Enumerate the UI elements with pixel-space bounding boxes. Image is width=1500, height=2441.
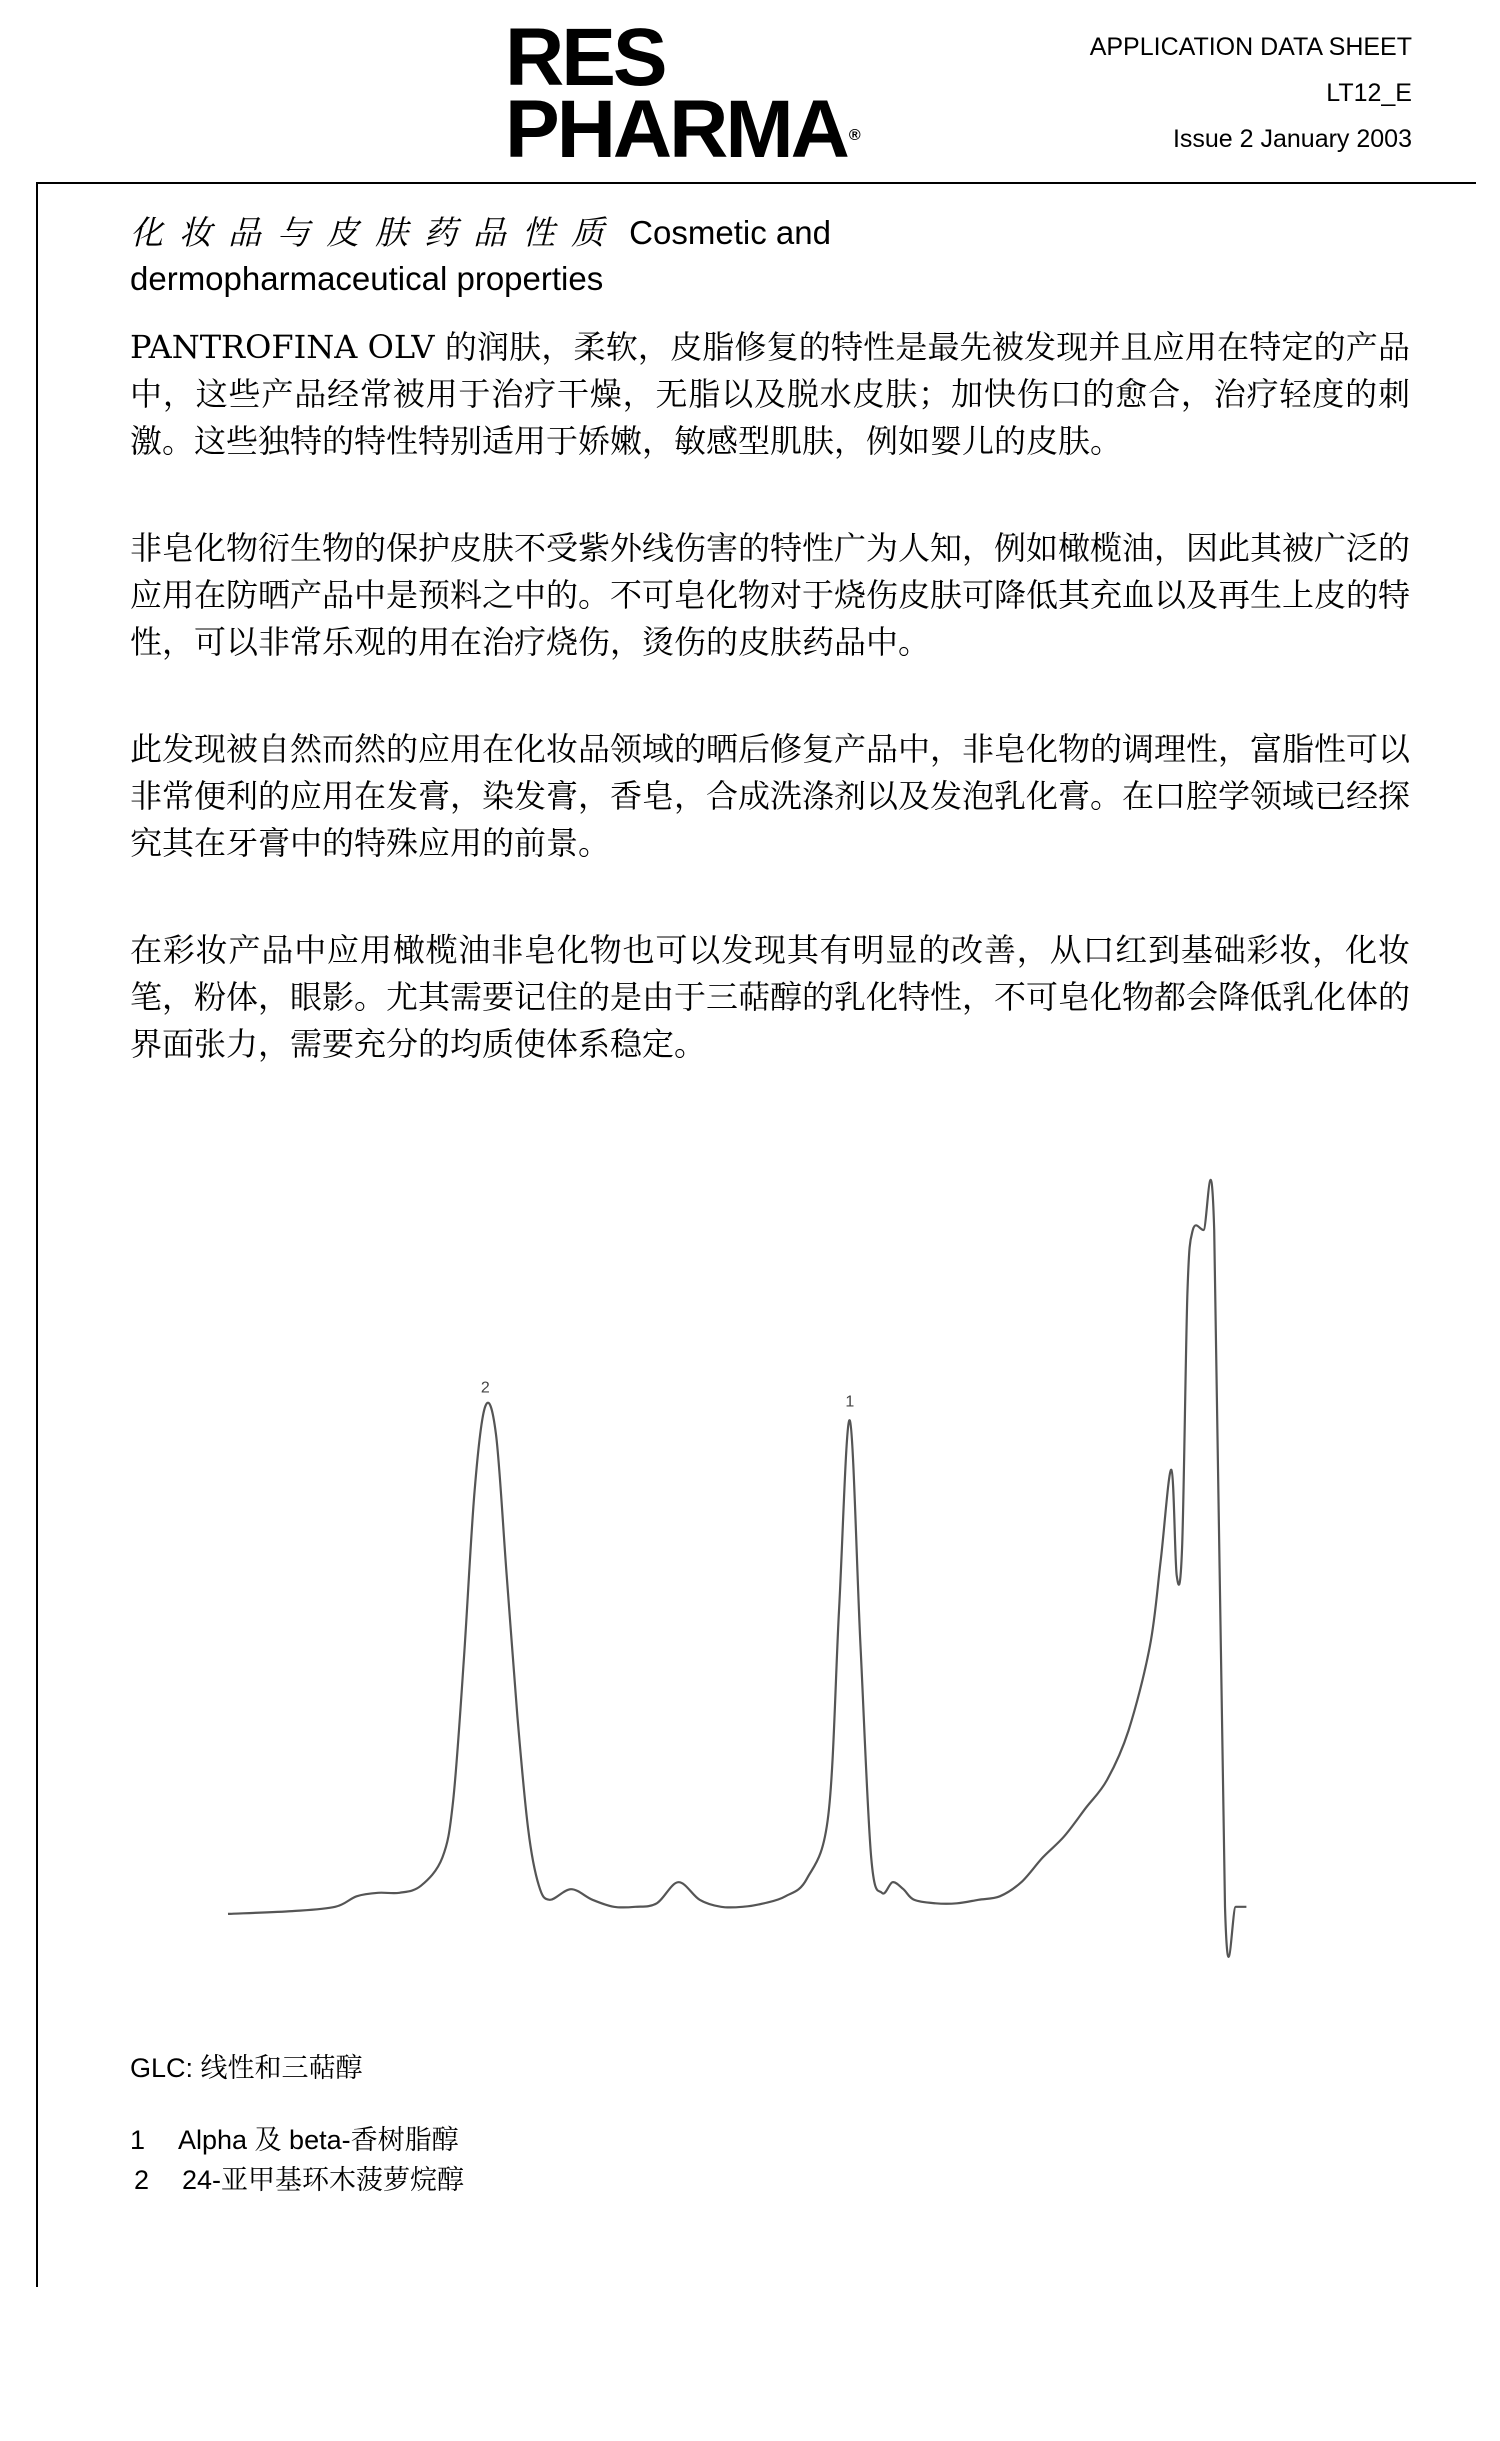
- logo-word-pharma: PHARMA: [505, 84, 847, 175]
- legend-number: 2: [134, 2165, 150, 2195]
- chromatogram-trace: [228, 1180, 1246, 1957]
- heading-english: Cosmetic and dermopharmaceutical properties: [130, 214, 831, 297]
- issue-date: Issue 2 January 2003: [1172, 125, 1412, 153]
- peak-legend: [130, 2120, 464, 2200]
- registered-mark: ®: [848, 127, 861, 144]
- legend-item-1: [130, 2120, 464, 2160]
- logo-line-res: RES: [505, 12, 665, 103]
- doc-code: LT12_E: [1326, 79, 1412, 107]
- chart-caption: GLC: 线性和三萜醇: [130, 2053, 363, 2083]
- paragraph-2: 非皂化物衍生物的保护皮肤不受紫外线伤害的特性广为人知，例如橄榄油，因此其被广泛的应用在防晒产品中是预料之中的。不可皂化物对于烧伤皮肤可降低其充血以及再生上皮的特性，可以非常乐观的用在治疗烧伤，烫伤的皮肤药品中。: [130, 529, 1411, 661]
- legend-text: Alpha 及 beta-香树脂醇: [178, 2125, 459, 2155]
- paragraph-4: 在彩妆产品中应用橄榄油非皂化物也可以发现其有明显的改善，从口红到基础彩妆，化妆笔，粉体，眼影。尤其需要记住的是由于三萜醇的乳化特性，不可皂化物都会降低乳化体的界面张力，需要充分的均质使体系稳定。: [130, 931, 1411, 1063]
- legend-item-2: [130, 2160, 464, 2200]
- paragraph-3: 此发现被自然而然的应用在化妆品领域的晒后修复产品中，非皂化物的调理性，富脂性可以非常便利的应用在发膏，染发膏，香皂，合成洗涤剂以及发泡乳化膏。在口腔学领域已经探究其在牙膏中的特殊应用的前景。: [130, 730, 1411, 862]
- paragraph-1: PANTROFINA OLV 的润肤，柔软，皮脂修复的特性是最先被发现并且应用在特定的产品中，这些产品经常被用于治疗干燥，无脂以及脱水皮肤；加快伤口的愈合，治疗轻度的刺激。这些独特的特性特别适用于娇嫩，敏感型肌肤，例如婴儿的皮肤。: [130, 328, 1410, 460]
- peak-label: 2: [480, 1379, 490, 1397]
- heading-chinese: 化妆品与皮肤药品性质: [130, 213, 620, 252]
- legend-number: 1: [130, 2125, 146, 2155]
- peak-label: 1: [845, 1393, 855, 1411]
- sheet-type: APPLICATION DATA SHEET: [1089, 33, 1412, 61]
- legend-text: 24-亚甲基环木菠萝烷醇: [182, 2165, 465, 2195]
